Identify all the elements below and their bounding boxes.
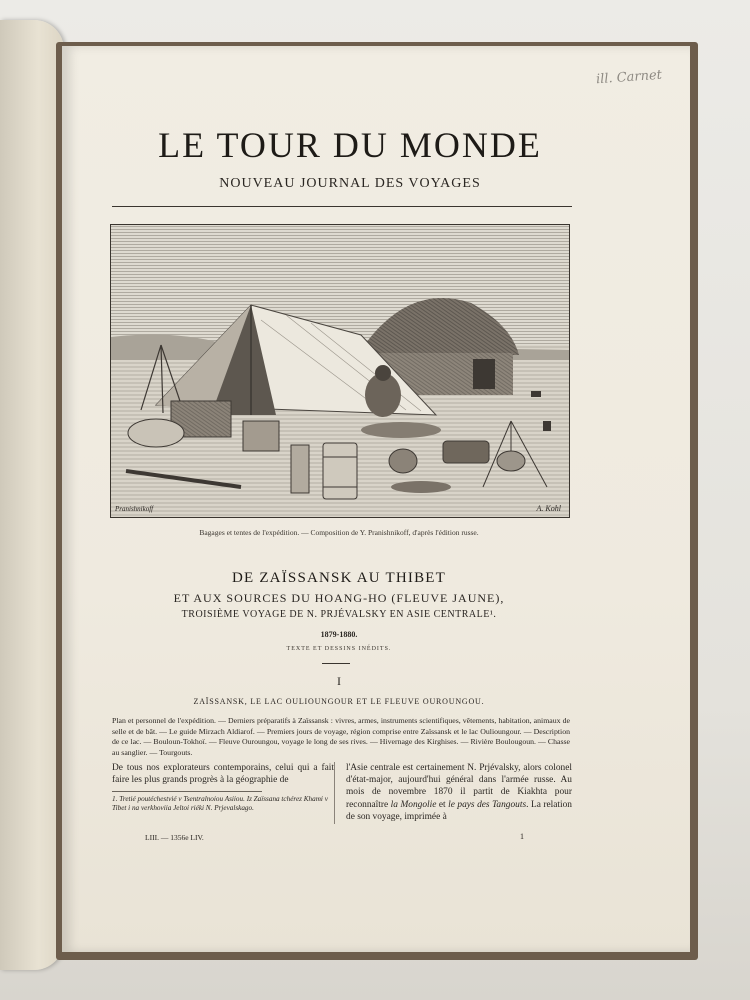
body-right-text-2: et xyxy=(436,799,449,810)
column-divider xyxy=(334,762,335,824)
footnote xyxy=(112,795,334,813)
header-rule xyxy=(112,206,572,207)
body-right-text-1: l'Asie centrale est certainement N. Prjévalsky, alors colonel d'état-major, aujourd'hui général dans l'armée russe. Au mois de novembre 1870 il partit de Kiakhta pour reconnaître xyxy=(346,763,572,810)
article-inedits: TEXTE ET DESSINS INÉDITS. xyxy=(286,646,392,652)
footnote-rule xyxy=(112,791,262,792)
section-rule xyxy=(322,663,350,664)
pencil-annotation: ill. Carnet xyxy=(595,67,663,88)
chapter-title: ZAÏSSANSK, LE LAC OULIOUNGOUR ET LE FLEUVE OUROUNGOU. xyxy=(193,697,485,706)
article-years: 1879-1880. xyxy=(320,630,358,639)
body-right-italic-1: la Mongolie xyxy=(390,799,437,810)
artist-signature-right: A. Kohl xyxy=(536,504,561,513)
journal-subtitle: NOUVEAU JOURNAL DES VOYAGES xyxy=(219,176,481,191)
footnote-text: 1. Tretié poutéchestvié v Tsentralnoiou Asiiou. Iz Zaïssana tchérez Khami v Tibet i na verkhoviia Jeltoi riéki N. Prjevalskago. xyxy=(112,795,328,812)
engraving-illustration xyxy=(110,224,570,518)
issue-folio: LIII. — 1356e LIV. xyxy=(145,833,204,842)
left-page-edge xyxy=(0,20,64,970)
body-right-italic-2: le pays des Tangouts xyxy=(448,799,527,810)
journal-title: LE TOUR DU MONDE xyxy=(158,125,542,165)
artist-signature-left: Pranishnikoff xyxy=(115,505,154,513)
body-column-left: De tous nos explorateurs contemporains, celui qui a fait faire les plus grands progrès à la géographie de xyxy=(112,763,334,786)
body-right-text-3: . La relation de son voyage, imprimée à xyxy=(346,799,572,822)
body-column-right xyxy=(346,762,572,823)
chapter-number: I xyxy=(337,674,341,688)
chapter-summary: Plan et personnel de l'expédition. — Derniers préparatifs à Zaïssansk : vivres, armes, instruments scientifiques, vêtements, habitation, animaux de selle et de bât. — Le guide Mirzach Aldiarof. — Premiers jours de voyage, région comprise entre Zaïssansk et le lac Oulioungour. — Description de ce lac. — Bouloun-Tokhoï. — Fleuve Ouroungou, voyage le long de ses rives. — Hivernage des Kirghises. — Rivière Boulougoun. — Chasse au sanglier. — Tourgouts. xyxy=(112,716,570,757)
illustration-caption: Bagages et tentes de l'expédition. — Composition de Y. Pranishnikoff, d'après l'édition russe. xyxy=(199,528,479,537)
camp-scene xyxy=(111,225,569,517)
article-subtitle-2: TROISIÈME VOYAGE DE N. PRJÉVALSKY EN ASIE CENTRALE¹. xyxy=(181,609,497,620)
article-title: DE ZAÏSSANSK AU THIBET xyxy=(231,570,447,586)
page-number: 1 xyxy=(520,832,524,841)
article-subtitle-1: ET AUX SOURCES DU HOANG-HO (FLEUVE JAUNE), xyxy=(173,591,505,605)
